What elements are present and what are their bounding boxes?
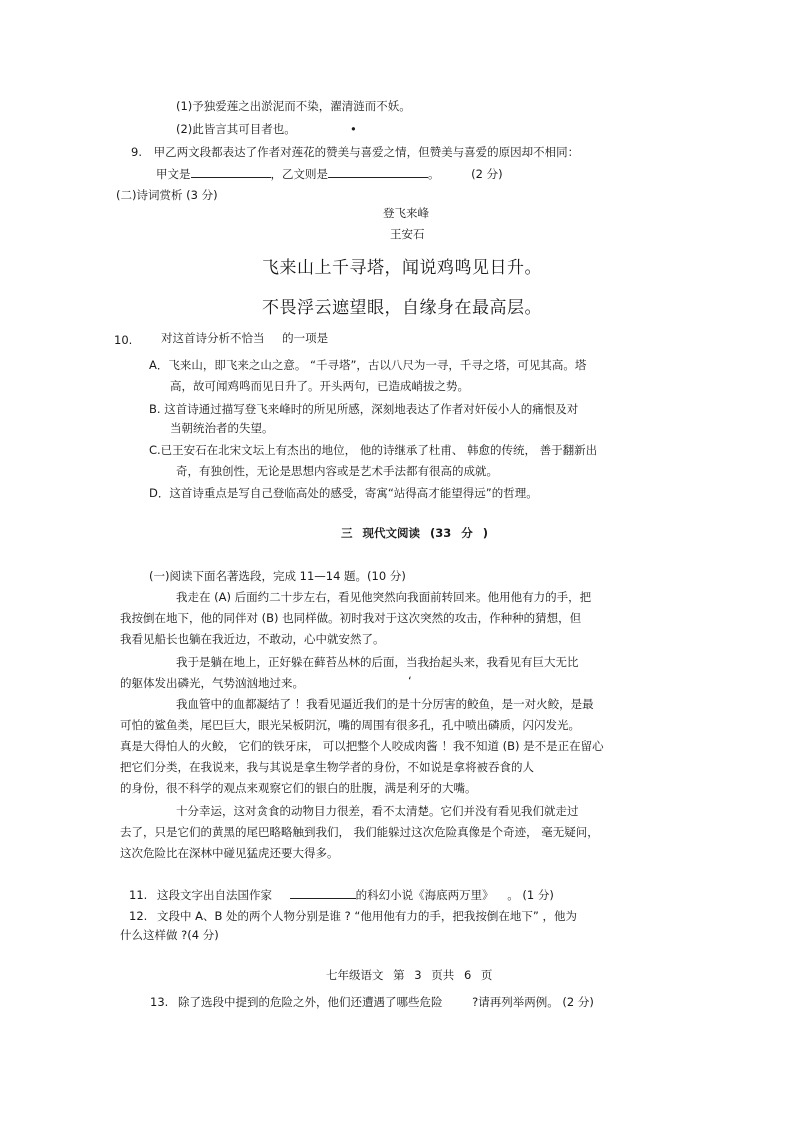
- passage-p3-line3: 真是大得怕人的火鲛， 它们的铁牙床， 可以把整个人咬成肉酱 ！我不知道 (B) 是不是正在留心: [120, 739, 604, 753]
- q9-yi-blank[interactable]: [328, 165, 428, 178]
- q13-number: 13.: [150, 995, 169, 1009]
- q11: [129, 886, 554, 903]
- passage-p2-line1: 我于是躺在地上，正好躲在藓苔丛林的后面，当我抬起头来，我看见有巨大无比: [176, 655, 579, 669]
- passage-p1-line1: 我走在 (A) 后面约二十步左右，看见他突然向我面前转回来。他用他有力的手，把: [176, 590, 592, 604]
- stray-quote-mark: ‘: [408, 674, 412, 688]
- q12-text-line2: 什么这样做 ?(4 分): [120, 928, 219, 942]
- passage-p4-line3: 这次危险比在深林中碰见猛虎还要大得多。: [120, 846, 339, 860]
- passage-intro: (一)阅读下面名著选段，完成 11—14 题。(10 分): [149, 569, 406, 583]
- page-footer: 七年级语文 第 3 页共 6 页: [326, 968, 493, 982]
- q10-stem-text-2: 的一项是: [282, 331, 329, 345]
- q9-jia-label: 甲文是: [156, 167, 191, 181]
- q11-number: 11.: [129, 888, 148, 902]
- q11-blank[interactable]: [290, 886, 356, 899]
- passage-p4-line2: 去了，只是它们的黄黑的尾巴略略触到我们， 我们能躲过这次危险真像是个奇迹， 毫无疑问，: [120, 825, 599, 839]
- q10-option-b-line2: 当朝统治者的失望。: [170, 421, 274, 435]
- poem-section-heading: (二)诗词赏析 (3 分): [116, 188, 218, 202]
- passage-p4-line1: 十分幸运，这对贪食的动物目力很差，看不太清楚。它们并没有看见我们就走过: [176, 804, 579, 818]
- q10-option-c-line1: C.已王安石在北宋文坛上有杰出的地位， 他的诗继承了杜甫、 韩愈的传统， 善于翻新出: [149, 443, 598, 457]
- passage-p3-line4: 把它们分类，在我说来，我与其说是拿生物学者的身份，不如说是拿将被吞食的人: [120, 760, 534, 774]
- poem-title: 登飞来峰: [383, 206, 429, 220]
- q9-yi-label: ，乙文则是: [270, 167, 328, 181]
- q10-option-b-line1: B. 这首诗通过描写登飞来峰时的所见所感，深刻地表达了作者对奸佞小人的痛恨及对: [149, 402, 579, 416]
- passage-p1-line2: 我按倒在地下，他的同伴对 (B) 也同样做。初时我对于这次突然的攻击，作种种的猜想，但: [120, 611, 582, 625]
- passage-p2-line2: 的躯体发出磷光，气势汹汹地过来。: [120, 676, 304, 690]
- q10-option-d: D．这首诗重点是写自己登临高处的感受，寄寓“站得高才能望得远”的哲理。: [149, 486, 538, 500]
- passage-p3-line1: 我血管中的血都凝结了 ！我看见逼近我们的是十分厉害的鲛鱼，是一对火鲛，是最: [176, 697, 594, 711]
- q13-text: 除了选段中提到的危险之外，他们还遭遇了哪些危险: [177, 995, 443, 1009]
- q10-option-a-line1: A．飞来山，即飞来之山之意。 “千寻塔”，古以八尺为一寻，千寻之塔，可见其高。塔: [149, 358, 587, 372]
- q12-text: 文段中 A、B 处的两个人物分别是谁 ? “他用他有力的手，把我按倒在地下” ，他为: [156, 909, 578, 923]
- poem-line-2: 不畏浮云遮望眼，自缘身在最高层。: [262, 298, 542, 318]
- q10-number: 10.: [114, 333, 133, 347]
- q8-item-2: (2)此皆言其可目者也。: [176, 122, 296, 136]
- passage-p3-line5: 的身份，很不科学的观点来观察它们的银白的肚腹，满是利牙的大嘴。: [120, 781, 477, 795]
- section-3-heading: 三 现代文阅读 (33 分 ): [341, 526, 489, 540]
- q12: [129, 909, 577, 924]
- q11-score: 。 (1 分): [507, 888, 554, 902]
- q9-score: (2 分): [471, 167, 503, 181]
- q9-end: 。: [428, 167, 440, 181]
- passage-p1-line3: 我看见船长也躺在我近边，不敢动，心中就安然了。: [120, 632, 385, 646]
- poem-line-1: 飞来山上千寻塔，闻说鸡鸣见日升。: [262, 258, 542, 278]
- q10-option-a-line2: 高，故可闻鸡鸣而见日升了。开头两句，已造成峭拔之势。: [170, 379, 469, 393]
- q8-item-1: (1)予独爱莲之出淤泥而不染，濯清涟而不妖。: [176, 99, 411, 113]
- q9-jia-blank[interactable]: [191, 165, 271, 178]
- poem-author: 王安石: [390, 227, 425, 241]
- passage-p3-line2: 可怕的鲨鱼类，尾巴巨大，眼光呆板阴沉，嘴的周围有很多孔，孔中喷出磷质，闪闪发光。: [120, 718, 580, 732]
- q11-text: 这段文字出自法国作家: [156, 888, 272, 902]
- stray-dot: •: [350, 122, 357, 136]
- q13: [150, 995, 594, 1010]
- q9-answer-line: [156, 165, 503, 182]
- q11-text-2: 的科幻小说《海底两万里》: [355, 888, 494, 902]
- q12-number: 12.: [129, 909, 148, 923]
- q9-question: [131, 145, 579, 160]
- q13-text-2: ?请再列举两例。 (2 分): [472, 995, 594, 1009]
- q9-number: 9.: [131, 145, 142, 159]
- q10-option-c-line2: 奇，有独创性，无论是思想内容或是艺术手法都有很高的成就。: [176, 464, 498, 478]
- q10-stem-text: 对这首诗分析不恰当: [161, 331, 265, 345]
- q9-text: 甲乙两文段都表达了作者对莲花的赞美与喜爱之情，但赞美与喜爱的原因却不相同：: [153, 145, 580, 159]
- q10-stem: [161, 331, 328, 346]
